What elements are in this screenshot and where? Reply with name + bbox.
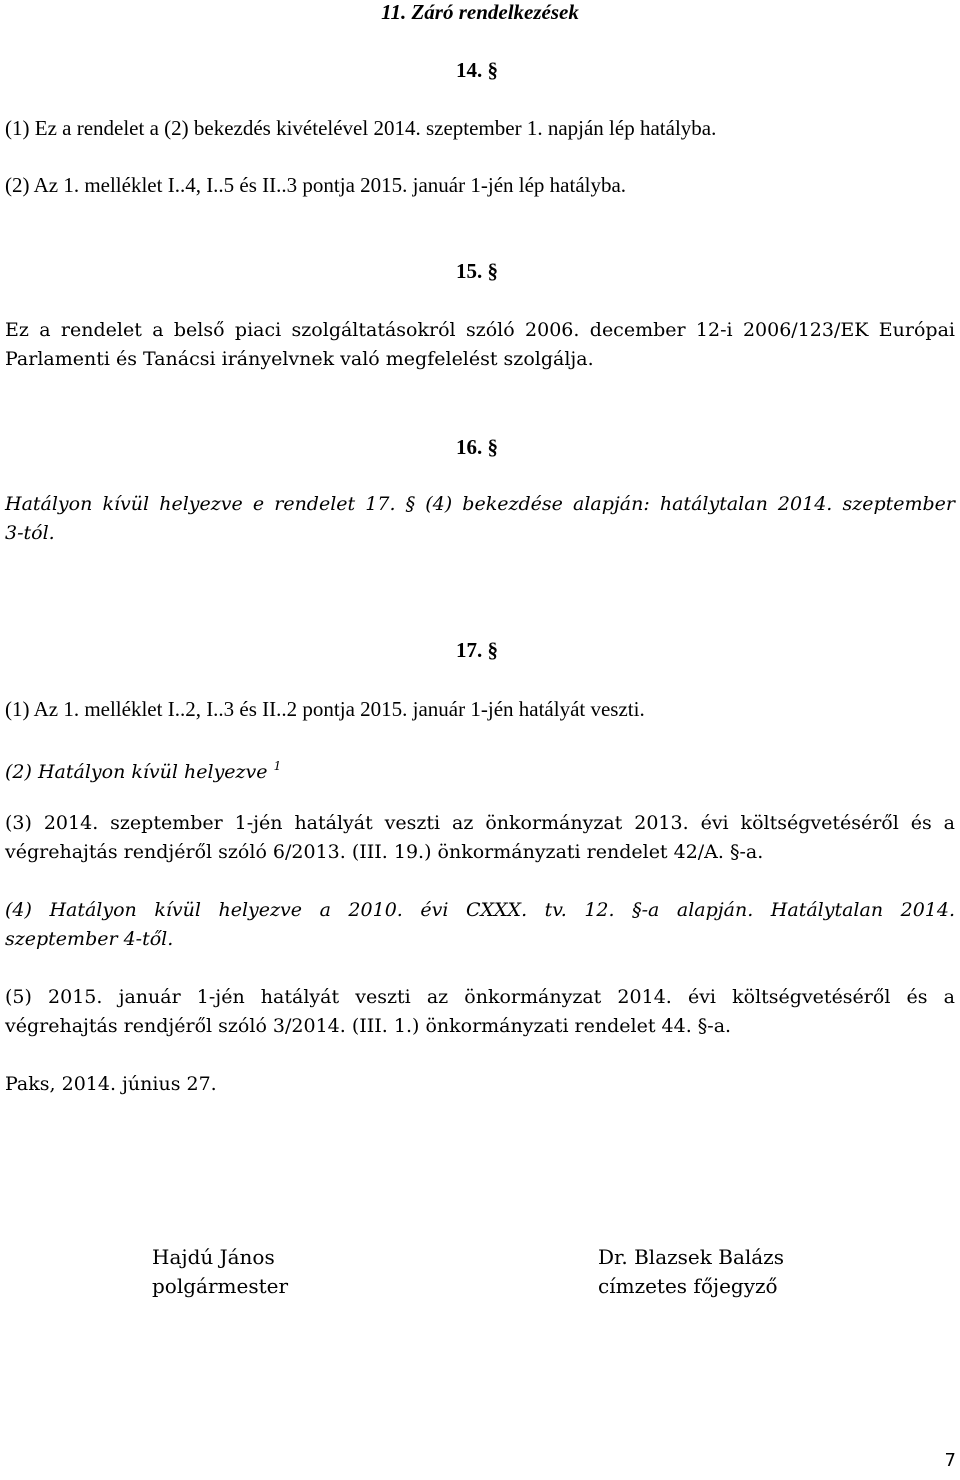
section-17-paragraph-1: (1) Az 1. melléklet I..2, I..3 és II..2 pontja 2015. január 1-jén hatályát veszti. [5, 697, 645, 721]
signature-right-name: Dr. Blazsek Balázs [598, 1245, 784, 1269]
section-17-paragraph-4-line-1: (4) Hatályon kívül helyezve a 2010. évi CXXX. tv. 12. §-a alapján. Hatálytalan 2014. [5, 899, 955, 921]
signature-left-title: polgármester [152, 1274, 289, 1298]
section-16-number: 16. § [456, 435, 498, 459]
signature-right [598, 1243, 784, 1301]
section-17-paragraph-2-text: (2) Hatályon kívül helyezve [5, 761, 268, 783]
section-14-paragraph-2: (2) Az 1. melléklet I..4, I..5 és II..3 pontja 2015. január 1-jén lép hatályba. [5, 173, 627, 197]
page-number: 7 [944, 1450, 956, 1471]
section-17-paragraph-4-line-2: szeptember 4-től. [5, 928, 174, 950]
section-14-number: 14. § [456, 58, 498, 82]
section-17-paragraph-2 [5, 752, 281, 786]
section-15-line-1: Ez a rendelet a belső piaci szolgáltatásokról szóló 2006. december 12-i 2006/123/EK Európai [5, 319, 955, 341]
section-17-paragraph-3-line-1: (3) 2014. szeptember 1-jén hatályát veszti az önkormányzat 2013. évi költségvetéséről és a [5, 812, 955, 834]
place-date: Paks, 2014. június 27. [5, 1073, 217, 1095]
chapter-heading: 11. Záró rendelkezések [381, 0, 579, 24]
signature-right-title: címzetes főjegyző [598, 1274, 778, 1298]
section-17-paragraph-5-line-2: végrehajtás rendjéről szóló 3/2014. (III. 1.) önkormányzati rendelet 44. §-a. [5, 1015, 732, 1037]
section-16-line-2: 3-tól. [5, 522, 55, 544]
section-17-number: 17. § [456, 638, 498, 662]
section-17-paragraph-3-line-2: végrehajtás rendjéről szóló 6/2013. (III. 19.) önkormányzati rendelet 42/A. §-a. [5, 841, 764, 863]
signature-left [152, 1243, 288, 1301]
section-17-paragraph-5-line-1: (5) 2015. január 1-jén hatályát veszti az önkormányzat 2014. évi költségvetéséről és a [5, 986, 955, 1008]
section-15-line-2: Parlamenti és Tanácsi irányelvnek való megfelelést szolgálja. [5, 348, 594, 370]
signature-left-name: Hajdú János [152, 1245, 275, 1269]
section-15-number: 15. § [456, 259, 498, 283]
section-14-paragraph-1: (1) Ez a rendelet a (2) bekezdés kivételével 2014. szeptember 1. napján lép hatályba. [5, 116, 717, 140]
footnote-reference[interactable]: 1 [273, 759, 282, 773]
section-16-line-1: Hatályon kívül helyezve e rendelet 17. § (4) bekezdése alapján: hatálytalan 2014. szeptember [5, 493, 955, 515]
